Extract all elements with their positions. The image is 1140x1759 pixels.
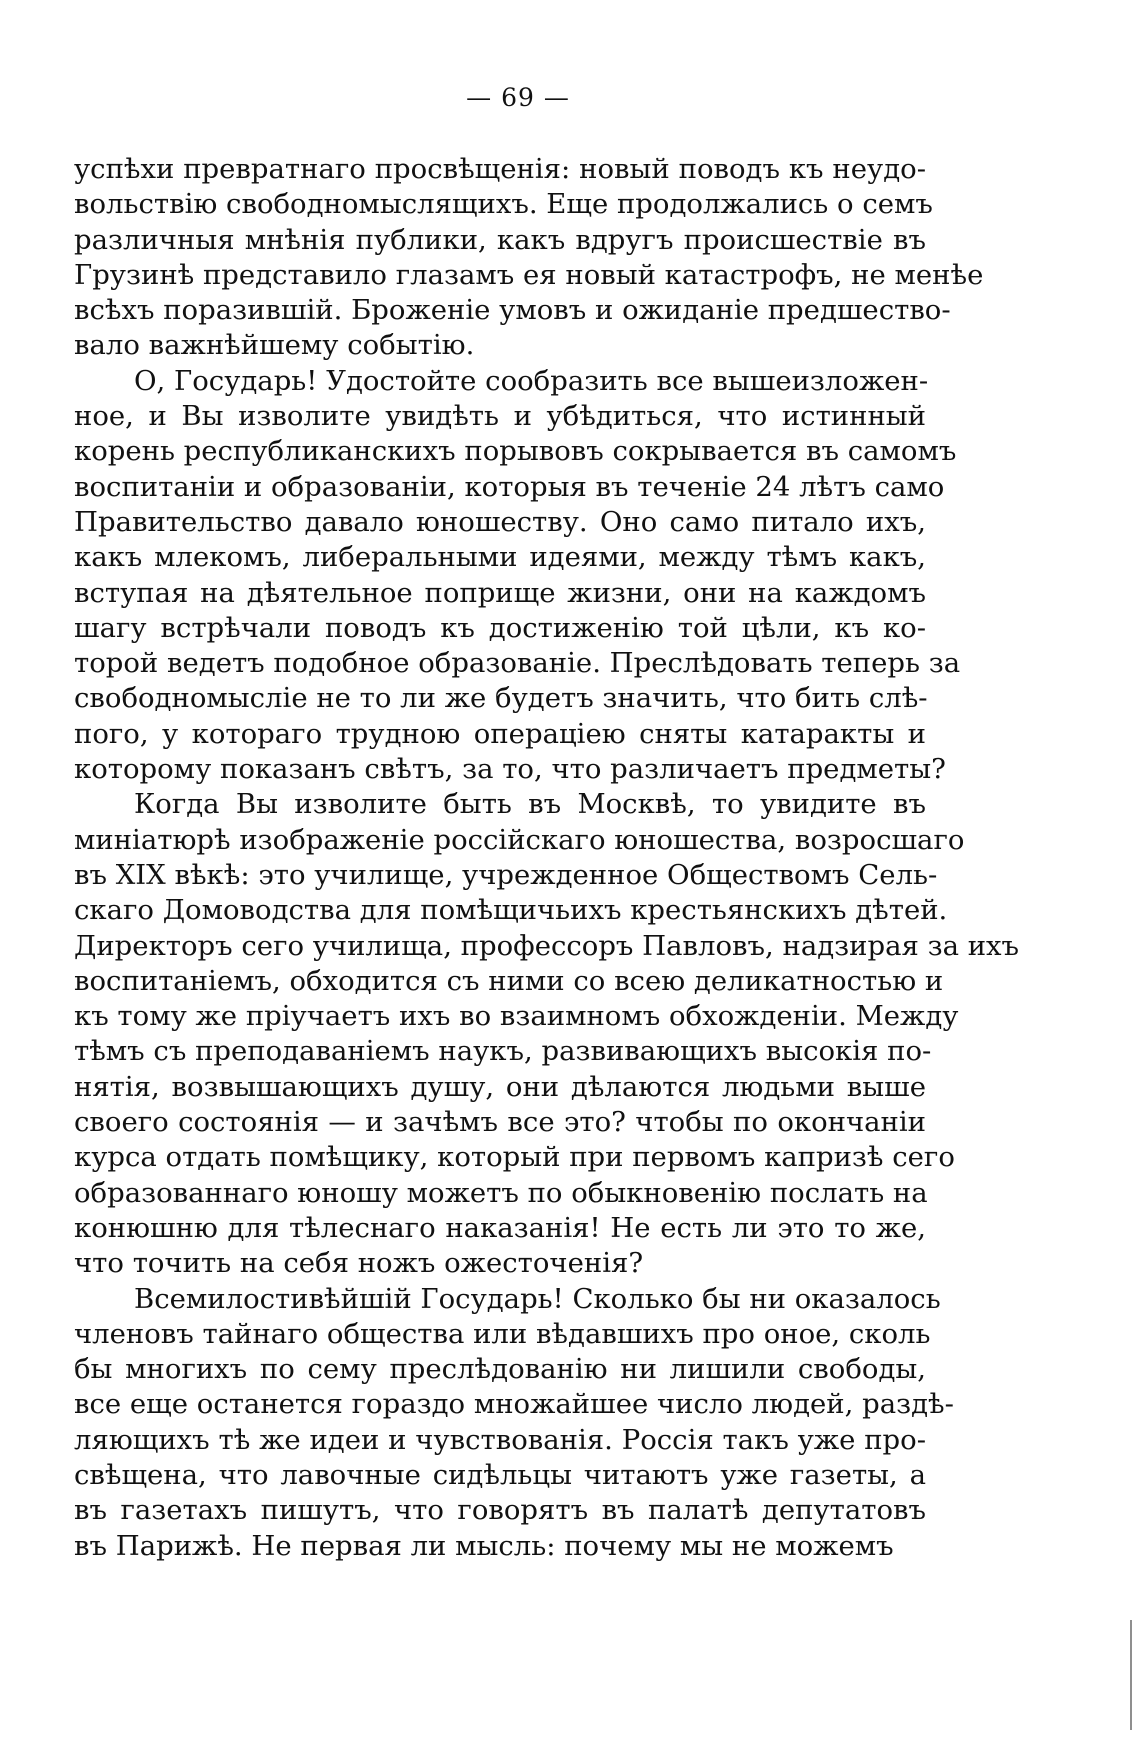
document-page [74, 78, 1020, 1564]
text-line: въ XIX вѣкѣ: это училище, учрежденное Обществомъ Сель- [74, 858, 938, 891]
text-body [74, 152, 1020, 1564]
text-line: въ Парижѣ. Не первая ли мысль: почему мы не можемъ [74, 1529, 894, 1562]
text-line: какъ млекомъ, либеральными идеями, между тѣмъ какъ, [74, 541, 926, 574]
text-line: свѣщена, что лавочные сидѣльцы читаютъ уже газеты, а [74, 1458, 926, 1491]
text-line: воспитаніи и образованіи, которыя въ теченіе 24 лѣтъ само [74, 470, 945, 503]
text-line: вступая на дѣятельное поприще жизни, они на каждомъ [74, 576, 926, 609]
text-line: къ тому же пріучаетъ ихъ во взаимномъ обхожденіи. Между [74, 1000, 959, 1033]
paragraph [74, 152, 984, 364]
text-line: скаго Домоводства для помѣщичьихъ крестьянскихъ дѣтей. [74, 894, 948, 927]
text-line: ное, и Вы изволите увидѣть и убѣдиться, что истинный [74, 400, 926, 433]
text-line: различныя мнѣнія публики, какъ вдругъ происшествіе въ [74, 223, 926, 256]
text-line: въ газетахъ пишутъ, что говорятъ въ палатѣ депутатовъ [74, 1494, 926, 1527]
text-line: ляющихъ тѣ же идеи и чувствованія. Россія такъ уже про- [74, 1423, 926, 1456]
text-line: миніатюрѣ изображеніе россійскаго юношества, возросшаго [74, 823, 965, 856]
text-line: конюшню для тѣлеснаго наказанія! Не есть ли это то же, [74, 1211, 926, 1244]
text-line: шагу встрѣчали поводъ къ достиженію той цѣли, къ ко- [74, 611, 926, 644]
text-line: пого, у котораго трудною операціею сняты катаракты и [74, 717, 926, 750]
text-line: торой ведетъ подобное образованіе. Преслѣдовать теперь за [74, 647, 961, 680]
text-line: вольствію свободномыслящихъ. Еще продолжались о семъ [74, 188, 933, 221]
paragraph [74, 787, 1020, 1281]
text-line: успѣхи превратнаго просвѣщенія: новый поводъ къ неудо- [74, 153, 926, 185]
text-line: Всемилостивѣйшій Государь! Сколько бы ни оказалось [134, 1282, 941, 1315]
text-line: О, Государь! Удостойте сообразить все вышеизложен- [134, 364, 929, 397]
text-line: всѣхъ поразившій. Броженіе умовъ и ожиданіе предшество- [74, 294, 951, 327]
text-line: нятія, возвышающихъ душу, они дѣлаются людьми выше [74, 1070, 926, 1103]
text-line: бы многихъ по сему преслѣдованію ни лишили свободы, [74, 1353, 926, 1386]
paragraph [74, 364, 961, 788]
text-line: тѣмъ съ преподаваніемъ наукъ, развивающихъ высокія по- [74, 1035, 932, 1068]
text-line: что точить на себя ножъ ожесточенія? [74, 1247, 644, 1280]
text-line: членовъ тайнаго общества или вѣдавшихъ про оное, сколь [74, 1317, 931, 1350]
text-line: своего состоянія — и зачѣмъ все это? чтобы по окончаніи [74, 1106, 926, 1139]
scan-edge-mark [1130, 1620, 1132, 1730]
text-line: свободномысліе не то ли же будетъ значить, что бить слѣ- [74, 682, 928, 715]
text-line: Когда Вы изволите быть въ Москвѣ, то увидите въ [134, 788, 926, 821]
text-line: воспитаніемъ, обходится съ ними со всею деликатностью и [74, 964, 944, 997]
text-line: корень республиканскихъ порывовъ сокрывается въ самомъ [74, 435, 957, 468]
page-number: — 69 — [466, 83, 570, 112]
text-line: образованнаго юношу можетъ по обыкновенію послать на [74, 1176, 928, 1209]
paragraph [74, 1282, 954, 1564]
text-line: все еще останется гораздо множайшее число людей, раздѣ- [74, 1388, 954, 1421]
text-line: курса отдать помѣщику, который при первомъ капризѣ сего [74, 1141, 955, 1174]
text-line: Правительство давало юношеству. Оно само питало ихъ, [74, 505, 926, 538]
text-line: Директоръ сего училища, профессоръ Павловъ, надзирая за ихъ [74, 929, 1020, 962]
text-line: которому показанъ свѣтъ, за то, что различаетъ предметы? [74, 753, 946, 786]
text-line: вало важнѣйшему событію. [74, 329, 475, 362]
text-line: Грузинѣ представило глазамъ ея новый катастрофъ, не менѣе [74, 258, 984, 291]
